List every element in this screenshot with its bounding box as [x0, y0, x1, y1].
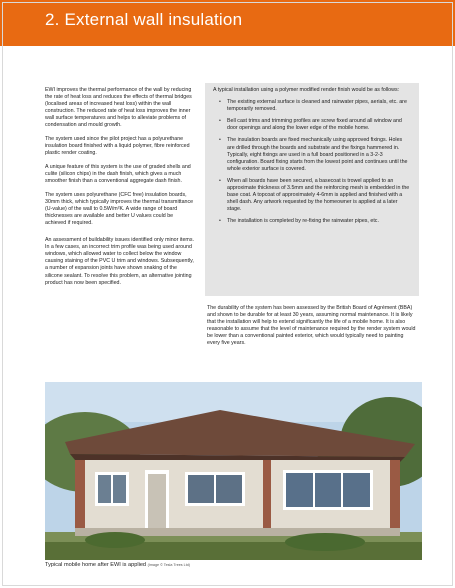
list-item: • When all boards have been secured, a basecoat is trowel applied to an approximate thickness of 3.5mm and the reinforcing mesh is embedded in the base coat. A topcoat of approximately 4-6mm is applied and finished with a shell dash. Any artwork requested by the homeowner is applied at a later stage. — [221, 178, 411, 213]
paragraph: EWI improves the thermal performance of the wall by reducing the rate of heat loss and reduces the effects of thermal bridges (localised areas of increased heat loss) within the wall construction. The reduced rate of heat loss improves the inner wall surface temperatures and helps to alleviate problems of condensation and mould growth. — [45, 87, 192, 129]
durability-paragraph-block — [207, 305, 417, 354]
caption-credit: (Image © Tesla Trees Ltd) — [147, 563, 191, 567]
list-item: • Bell cast trims and trimming profiles are screw fixed around all window and door openings and along the lower edge of the mobile home. — [221, 118, 411, 132]
installation-steps-box — [205, 83, 419, 296]
mobile-home-illustration — [45, 382, 422, 560]
list-item: • The installation is completed by re-fixing the rainwater pipes, etc. — [221, 218, 411, 225]
paragraph: The system uses polyurethane (CFC free) insulation boards, 30mm thick, which typically improves the thermal transmittance (U-value) of the wall to 0.5W/m²K. A wide range of board thicknesses are available and better U values could be achieved if required. — [45, 191, 194, 226]
figure-caption — [45, 562, 190, 568]
paragraph: An assessment of buildability issues identified only minor items. In a few cases, an incorrect trim profile was being used around windows, which allowed water to collect below the window causing staining of the PVC U trim and windows. Subsequently, a number of expansion joints have shown snaking of the silicone sealant. To resolve this problem, an alternative jointing product has now been specified. — [45, 237, 194, 286]
left-column — [45, 87, 195, 293]
page-title: 2. External wall insulation — [45, 10, 243, 29]
paragraph: The durability of the system has been assessed by the British Board of Agrément (BBA) and shown to be durable for at least 30 years, assuming normal maintenance. It is likely that the installation will help to extend significantly the life of a mobile home. It is also reasonable to assume that the level of maintenance required by the render system would be lower than a conventional painted exterior, which would typically need to painting every five years. — [207, 305, 416, 347]
paragraph: A unique feature of this system is the use of graded shells and culite (silicon chips) in the dash finish, which gives a much smoother finish than a conventional aggregate dash finish. — [45, 163, 191, 185]
paragraph: The system used since the pilot project has a polyurethane insulation board finished with a liquid polymer, fibre reinforced plastic render coating. — [45, 136, 190, 157]
steps-list — [213, 99, 411, 225]
list-item: • The insulation boards are fixed mechanically using approved fixings. Holes are drilled through the boards and substrate and the fixings hammered in. Typically, eight fixings are used in a full board positioned in a 3-2-3 configuration. Board fixing starts from the lowest point and continues until the whole exterior surface is covered. — [221, 137, 411, 172]
box-intro: A typical installation using a polymer modified render finish would be as follows: — [213, 87, 400, 93]
mobile-home-photo — [45, 382, 422, 560]
list-item: • The existing external surface is cleaned and rainwater pipes, aerials, etc. are temporarily removed. — [221, 99, 411, 113]
caption-text: Typical mobile home after EWI is applied — [45, 562, 147, 568]
